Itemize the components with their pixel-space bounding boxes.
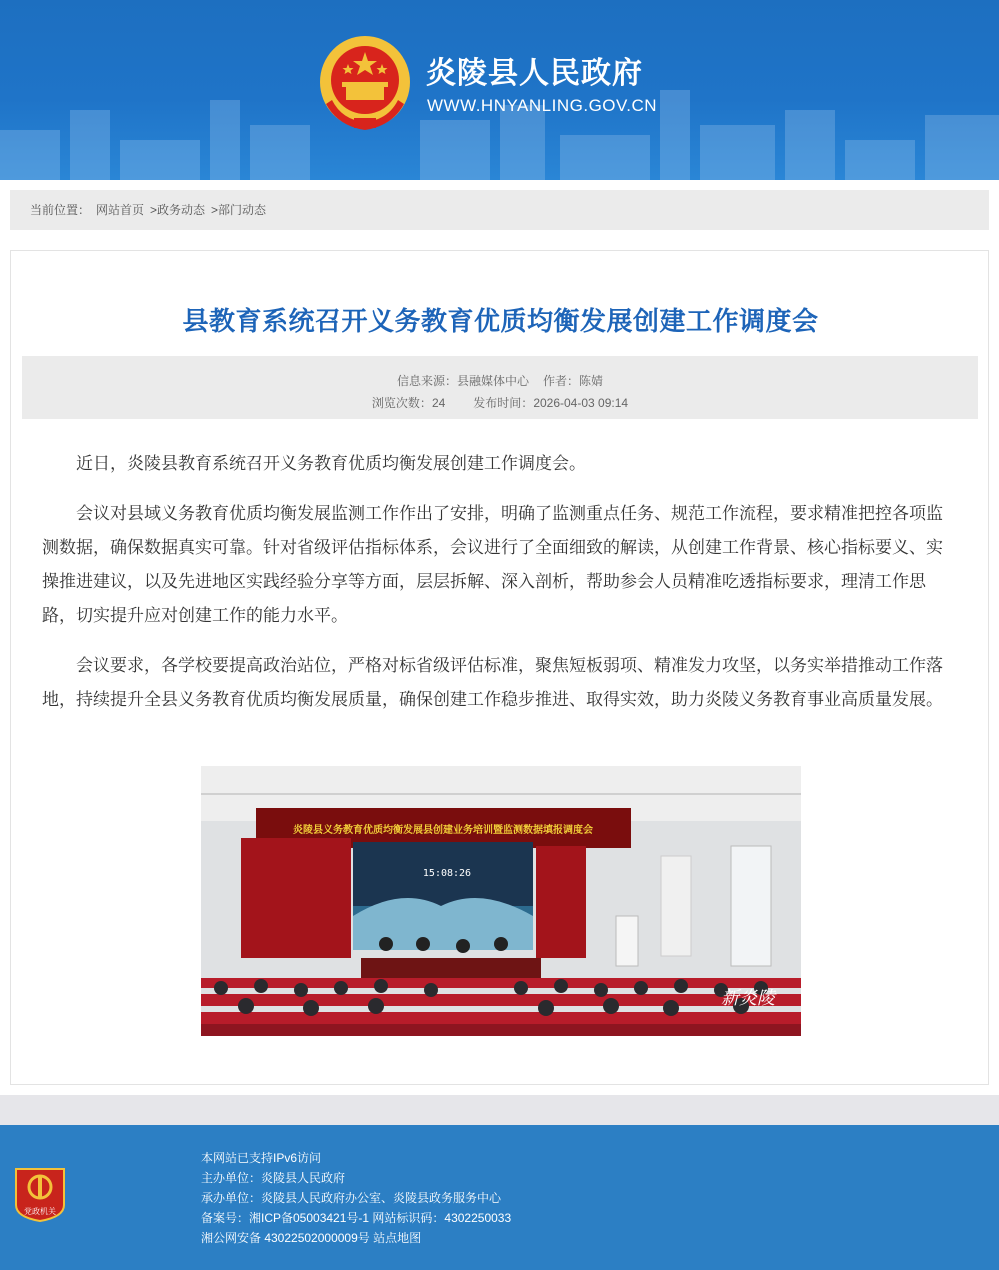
paragraph-1: 近日，炎陵县教育系统召开义务教育优质均衡发展创建工作调度会。	[76, 454, 586, 474]
views-label: 浏览次数：	[371, 396, 432, 410]
source-label: 信息来源：	[396, 374, 457, 388]
article-body	[42, 447, 944, 733]
date-value: 2026-04-03 09:14	[533, 396, 629, 410]
site-title[interactable]: 炎陵县人民政府	[426, 56, 643, 91]
date-label: 发布时间：	[473, 396, 534, 410]
views-value: 24	[431, 396, 446, 410]
paragraph-2: 会议对县域义务教育优质均衡发展监测工作作出了安排，明确了监测重点任务、规范工作流程，要求精准把控各项监测数据，确保数据真实可靠。针对省级评估指标体系，会议进行了全面细致的解读，从创建工作背景、核心指标要义、实操推进建议，以及先进地区实践经验分享等方面，层层拆解、深入剖析，帮助参会人员精准吃透指标要求，理清工作思路，切实提升应对创建工作的能力水平。	[42, 504, 943, 626]
breadcrumb-news-link[interactable]: >政务动态	[150, 203, 206, 217]
photo-watermark: 新炎陵	[721, 988, 775, 1009]
article-container	[10, 250, 989, 1085]
meta-line-source	[22, 370, 978, 392]
breadcrumb-prefix: 当前位置：	[30, 203, 91, 217]
banner-text: 炎陵县义务教育优质均衡发展县创建业务培训暨监测数据填报调度会	[293, 825, 593, 836]
badge-text: 党政机关	[24, 1207, 56, 1216]
breadcrumb-home-link[interactable]: 网站首页	[96, 203, 145, 217]
author-value: 陈婧	[579, 374, 604, 388]
breadcrumb	[10, 190, 989, 230]
national-emblem-icon[interactable]	[318, 34, 412, 134]
meeting-photo-illustration	[201, 766, 801, 1036]
site-url[interactable]: WWW.HNYANLING.GOV.CN	[427, 96, 658, 115]
party-government-badge-icon[interactable]	[14, 1165, 66, 1223]
author-label: 作者：	[543, 374, 580, 388]
paragraph-3: 会议要求，各学校要提高政治站位，严格对标省级评估标准，聚焦短板弱项、精准发力攻坚，以务实举措推动工作落地，持续提升全县义务教育优质均衡发展质量，确保创建工作稳步推进、取得实效，助力炎陵义务教育事业高质量发展。	[42, 656, 943, 710]
site-header	[0, 0, 999, 180]
article-meta	[22, 356, 978, 419]
footer-sponsor: 主办单位：炎陵县人民政府	[201, 1171, 346, 1185]
meta-line-stats	[22, 392, 978, 414]
site-footer	[0, 1125, 999, 1270]
footer-ipv6: 本网站已支持IPv6访问	[201, 1151, 322, 1165]
footer-police-record[interactable]: 湘公网安备 43022502000009号 站点地图	[201, 1231, 422, 1245]
source-value: 县融媒体中心	[456, 374, 529, 388]
footer-organizer: 承办单位：炎陵县人民政府办公室、炎陵县政务服务中心	[201, 1191, 502, 1205]
footer-icp[interactable]: 备案号：湘ICP备05003421号-1 网站标识码：4302250033	[201, 1211, 512, 1225]
breadcrumb-dept-link[interactable]: >部门动态	[211, 203, 267, 217]
screen-time: 15:08:26	[422, 868, 472, 879]
footer-info	[201, 1148, 511, 1248]
article-title: 县教育系统召开义务教育优质均衡发展创建工作调度会	[182, 307, 819, 337]
meeting-photo	[201, 766, 801, 1036]
